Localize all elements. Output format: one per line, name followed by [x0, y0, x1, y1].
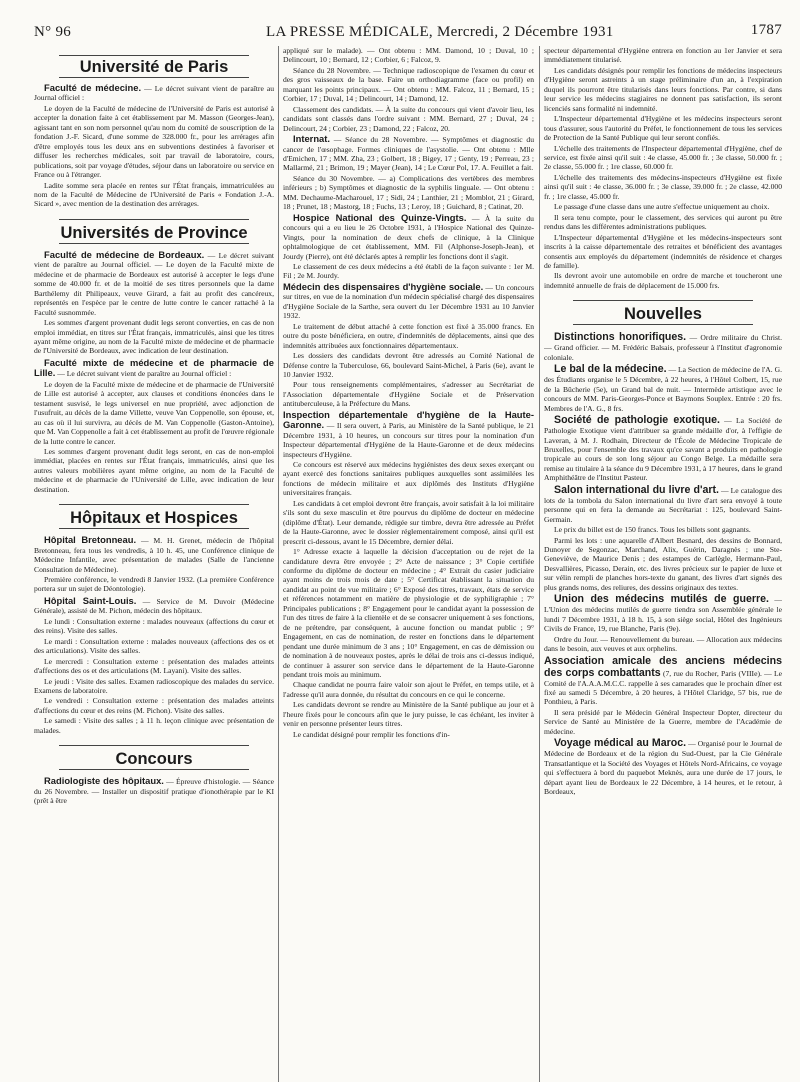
inspection-heading	[283, 410, 534, 459]
paragraph: Ordre du Jour. — Renouvellement du bureau. — Allocation aux médecins dans le besoin, aux veuves et aux orphelins.	[544, 634, 782, 654]
paragraph: Les sommes d'argent provenant dudit legs seront converties, en cas de non emploi immédiat, en titres sur l'État français, immatriculés, ainsi que les titres ayant même origine, au nom de la Faculté mixte de médecine et de pharmacie de l'Université de Bordeaux, avec indication de leur destination.	[34, 318, 274, 356]
paragraph: Les candidats à cet emploi devront être français, avoir satisfait à la loi militaire s'ils sont du sexe masculin et être pourvus du diplôme de docteur en médecine (diplôme d'État). Leur demande, rédigée sur timbre, devra être adressée au Préfet de la Haute-Garonne, avec le dossier réglementairement composé, ainsi qu'il est prescrit ci-dessous, avant le 15 Décembre, dernier délai.	[283, 498, 534, 546]
paragraph: appliqué sur le malade). — Ont obtenu : MM. Damond, 10 ; Duval, 10 ; Delincourt, 10 ; Bernard, 12 ; Corbier, 6 ; Falcoz, 9.	[283, 46, 534, 65]
column-1	[34, 46, 274, 1082]
paragraph: Le prix du billet est de 150 francs. Tous les billets sont gagnants.	[554, 525, 751, 535]
section-rule	[59, 745, 249, 746]
section-title-province: Universités de Province	[60, 223, 248, 242]
bal-notice	[544, 363, 782, 413]
paragraph: Les sommes d'argent provenant dudit legs seront, en cas de non-emploi immédiat, placées en rentes sur l'État français, immatriculés, ainsi que les autres valeurs mobilières ayant même origine, au nom de la Faculté de médecine et de pharmacie de l'Université de Lille, avec indication de leur destination.	[34, 446, 274, 494]
subsection-heading: Voyage médical au Maroc.	[554, 737, 687, 750]
paragraph: 1° Adresse exacte à laquelle la décision d'acceptation ou de rejet de la candidature devra être envoyée ; 2° Acte de naissance ; 3° Copie certifiée conforme du diplôme de docteur en médecine ; 4° Extrait du casier judiciaire ayant moins de trois mois de date ; 5° Certificat établissant la situation du candidat au point de vue militaire ; 6° Exposé des titres, travaux, états de service et références notamment en matière de physiologie et de syphiligraphie ; 7° Principales publications ; 8° Engagement pour le candidat ayant la possession de l'un des titres de faire à la clientèle et de se consacrer uniquement à ses fonctions, de ne prétendre, par conséquent, à aucune fonction ou mandat public ; 9° Engagement, en cas de nomination, de rester en fonctions dans le département pendant une durée minimum de 3 ans ; 10° Engagement, en cas de démission ou de nomination à de nouveaux postes, après le délai de trois ans ci-dessus indiqué, de continuer à assurer son service dans le département de la Haute-Garonne pendant trois mois au minimum.	[283, 547, 534, 679]
section-rule	[59, 55, 249, 56]
paragraph: Le traitement de début attaché à cette fonction est fixé à 35.000 francs. En outre du poste bénéficiera, en outre, d'indemnités de déplacements, ainsi que des indemnités attribuées aux fonctionnaires départementaux.	[283, 321, 534, 350]
paragraph: Le doyen de la Faculté mixte de médecine et de pharmacie de l'Université de Lille est autorisé à accepter, aux clauses et conditions énoncées dans le testament susvisé, le legs universel en nue propriété, avec adjonction de l'usufruit, au décès de la dame Villette, veuve Van Coppenolle, son épouse, et, au cas où il lui survivra, au décès de M. Van Coppenolle (Gaston-Antoine), que M. Van Coppenolle a fait à cet établissement au profit de l'œuvre régionale de la lutte contre le cancer.	[34, 379, 274, 446]
section-rule	[573, 324, 753, 325]
paragraph-text: — Épreuve d'histologie. — Séance du 26 Novembre. — Installer un dispositif pratique d'ionothérapie par le KI (prêt à être	[34, 777, 274, 806]
schedule-jeudi: Le jeudi : Visite des salles. Examen radioscopique des malades du service. Examens de laboratoire.	[34, 676, 274, 696]
salon-notice	[544, 484, 782, 524]
column-2	[283, 46, 534, 1082]
subsection-heading: Inspection départementale d'hygiène de la Haute-Garonne.	[283, 408, 534, 431]
paragraph: specteur départemental d'Hygiène entrera en fonction au 1er Janvier et sera immédiatement titularisé.	[544, 46, 782, 65]
section-rule	[59, 504, 249, 505]
internat-notice	[283, 134, 534, 173]
paragraph: Première conférence, le vendredi 8 Janvier 1932. (La première Conférence portera sur un sujet de Déontologie).	[34, 575, 274, 594]
paragraph: Les candidats désignés pour remplir les fonctions de médecins inspecteurs d'Hygiène seront astreints à un stage préliminaire d'un an, à l'expiration duquel ils pourront être titularisés dans leurs fonctions. Par contre, si dans leur service les médecins stagiaires ne donnent pas satisfaction, ils seront licenciés sans formalité ni indemnité.	[544, 65, 782, 113]
subsection-heading: Hospice National des Quinze-Vingts.	[293, 211, 467, 223]
paragraph: L'Inspecteur départemental d'Hygiène et les médecins inspecteurs seront tous d'assurer, sous l'autorité du Préfet, le fonctionnement de tous les services de Protection de la Santé Publique qui leur seront confiés.	[544, 114, 782, 143]
radiologist-notice	[34, 776, 274, 805]
paragraph: Le passage d'une classe dans une autre s'effectue uniquement au choix.	[554, 202, 770, 212]
paragraph: L'échelle des traitements des médecins-inspecteurs d'Hygiène est fixée ainsi qu'il suit : 4e classe, 36.000 fr. ; 3e classe, 39.000 fr. ; 2e classe, 42.000 fr. ; 1re classe, 45.000 fr.	[544, 172, 782, 201]
subsection-heading: Salon international du livre d'art.	[554, 483, 719, 496]
section-title-concours: Concours	[115, 750, 193, 769]
paragraph: Séance du 30 Novembre. — a) Complications des vertèbres des membres inférieurs ; b) Symptômes et diagnostic de la syphilis linguale. — Ont obtenu : MM. Dechaume-Macharouel, 17 ; Sidi, 24 ; Lanthier, 21 ; Momblot, 21 ; Girard, 18 ; Prunet, 18 ; Mastorg, 18 ; Fuchs, 13 ; Leroy, 18 ; Guichard, 8 ; Catinat, 20.	[283, 173, 534, 212]
paragraph-text: — Séance du 28 Novembre. — Symptômes et diagnostic du cancer de l'œsophage. Formes cliniques de l'asystolie. — Ont obtenu : Mlle d'Emichen, 17 ; MM. Zha, 23 ; Golbert, 18 ; Bigey, 17 ; Genty, 19 ; Perreau, 23 ; Mallarmé, 21 ; Brimon, 19 ; Mayer (Jean), 14 ; Le Cœur Pol, 17. A. Feuillet a fait.	[283, 135, 534, 173]
section-title-nouvelles: Nouvelles	[624, 305, 702, 324]
union-notice	[544, 593, 782, 633]
paragraph: L'échelle des traitements de l'Inspecteur départemental d'Hygiène, chef de service, est fixée ainsi qu'il suit : 4e classe, 45.000 fr. ; 3e classe, 50.000 fr. ; 2e classe, 55.000 fr. ; 1re classe, 60.000 fr.	[544, 143, 782, 172]
section-title-hopitaux: Hôpitaux et Hospices	[70, 509, 238, 528]
journal-title: LA PRESSE MÉDICALE, Mercredi, 2 Décembre 1931	[266, 24, 614, 40]
section-title-paris: Université de Paris	[79, 58, 229, 76]
subsection-heading: Médecin des dispensaires d'hygiène sociale.	[283, 280, 484, 292]
subsection-heading: Internat.	[293, 133, 330, 145]
paragraph-text: — Organisé pour le Journal de Médecine de Bordeaux et de la région du Sud-Ouest, par la Cie Générale Transatlantique et la Société des Voyages et Hôtels Nord-Africains, ce voyage qui s'effectuera à bord du paquebot Meknès, aura une durée de 17 jours, le départ ayant lieu de Bordeaux le 22 Décembre, à 14 heures, et le retour, à Bordeaux,	[544, 739, 782, 797]
paragraph-text: (7, rue du Rocher, Paris (VIIIe). — Le Comité de l'A.A.A.M.C.C. rappelle à ses camarades que le prochain dîner est fixé au samedi 5 Décembre, à 20 heures, à l'Hôtel Claridge, 57 bis, rue de Ponthieu, à Paris.	[544, 668, 782, 707]
schedule-lundi: Le lundi : Consultation externe : malades nouveaux (affections du cœur et des reins). Visite des salles.	[34, 616, 274, 636]
paragraph-text: — Le décret suivant vient de paraître au Journal officiel. — Le doyen de la Faculté mixte de médecine et de pharmacie de Bordeaux est autorisé à accepter le legs d'une somme de 40.000 fr. et de la moitié de ses titres personnels que la dame Barthélemy dit Philipeaux, veuve Girard, a fait au profit des cancéreux, représentés en l'espèce par le centre de lutte contre le cancer rattaché à la Faculté susnommée.	[34, 250, 274, 317]
paragraph-text: — Le décret suivant vient de paraître au Journal officiel :	[55, 369, 232, 379]
paragraph: Ce concours est réservé aux médecins hygiénistes des deux sexes exerçant ou ayant exercé des fonctions sanitaires publiques auxquelles sont assimilées les fonctions de médecin militaire et aux diplômés des Instituts d'Hygiène universitaires français.	[283, 460, 534, 498]
paragraph-text: — La Section de médecine de l'A. G. des Étudiants organise le 5 Décembre, à 22 heures, à l'Hôtel Colbert, 15, rue de la Bûcherie (5e), un Grand bal de nuit. — Intermède artistique avec le concours de MM. Paris-Georges-Ponce et Baymons Souplex. Entrée : 20 frs. Membres de l'A. G., 8 frs.	[544, 365, 782, 413]
bretonneau-notice	[34, 535, 274, 574]
section-rule	[59, 528, 249, 529]
paragraph: Séance du 28 Novembre. — Technique radioscopique de l'examen du cœur et des gros vaisseaux de la base. Faire un orthodiagramme (face ou profil) en marquant les points principaux. — Ont obtenu : MM. Falcoz, 11 ; Bernard, 15 ; Corbier, 17 ; Duval, 14 ; Delincourt, 14 ; Damond, 12.	[283, 65, 534, 104]
bordeaux-notice	[34, 250, 274, 317]
saint-louis-notice	[34, 596, 274, 616]
paragraph: Le doyen de la Faculté de médecine de l'Université de Paris est autorisé à accepter la donation faite à cet établissement par M. Masson (Georges-Jean), agissant tant en son nom personnel qu'au nom du comité de souscription de la fondation J.-F. Sicard, d'une somme de 328.000 fr., pour les arrérages afin d'être employés tous les deux ans en subventions destinées à favoriser et diffuser les recherches médicales, soit par travail de laboratoire, cours, publications, soit par voyage d'études, séjour dans un laboratoire ou service en France ou à l'étranger.	[34, 103, 274, 180]
subsection-heading: Distinctions honorifiques.	[554, 331, 687, 344]
paragraph: Ladite somme sera placée en rentes sur l'État français, immatriculées au nom de la Faculté de Médecine de l'Université de Paris « Fondation J.-A. Sicard », avec mention de la destination des arrérages.	[34, 180, 274, 209]
paragraph: Les candidats devront se rendre au Ministère de la Santé publique au jour et à l'heure fixés pour le concours afin que le jury puisse, le cas échéant, les inviter à venir en personne présenter leurs titres.	[283, 700, 534, 729]
paragraph: Classement des candidats. — À la suite du concours qui vient d'avoir lieu, les candidats sont classés dans l'ordre suivant : MM. Bernard, 27 ; Duval, 24 ; Delincourt, 24 ; Corbier, 23 ; Damond, 22 ; Falcoz, 20.	[283, 104, 534, 133]
schedule-mercredi: Le mercredi : Consultation externe : présentation des malades atteints d'affections des os et des articulations (M. Layani). Visite des salles.	[34, 656, 274, 676]
section-rule	[573, 300, 753, 301]
voyage-notice	[544, 737, 782, 796]
paragraph: Il sera présidé par le Médecin Général Inspecteur Dopter, directeur du Service de Santé au Ministère de la Guerre, membre de l'Académie de médecine.	[544, 707, 782, 736]
paragraph: Chaque candidat ne pourra faire valoir son ajout le Préfet, en temps utile, et à l'adresse qu'il aura donnée, du résultat du concours en ce qui le concerne.	[283, 680, 534, 699]
section-rule	[59, 77, 249, 78]
paragraph: Les dossiers des candidats devront être adressés au Comité National de Défense contre la Tuberculose, 66, boulevard Saint-Michel, à Paris (6e), avant le 10 Janvier 1932.	[283, 351, 534, 379]
distinctions-notice	[544, 331, 782, 362]
column-divider	[539, 46, 540, 1082]
paragraph: Pour tous renseignements complémentaires, s'adresser au Secrétariat de l'Association départementale d'Hygiène Sociale et de Préservation antituberculeuse, à la Préfecture du Mans.	[283, 380, 534, 409]
subsection-heading: Hôpital Saint-Louis.	[44, 594, 137, 606]
dispensaires-heading	[283, 282, 534, 321]
paragraph-text: — Service de M. Duvoir (Médecine Générale), assisté de M. Pichon, médecin des hôpitaux.	[34, 596, 274, 616]
paragraph-text: — La Société de Pathologie Exotique vient d'attribuer sa grande médaille d'or, à l'effigie de Laveran, à M. J. Rodhain, Directeur de l'École de Médecine Tropicale de Bruxelles, pour l'ensemble des travaux qu'ce savant a produits en pathologie tropicale au cours de son long séjour au Congo Belge. La médaille sera remise au titulaire à la séance du 9 Décembre 1931, à 17 heures, dans le grand Amphithéâtre de l'Institut Pasteur.	[544, 416, 782, 483]
paragraph-text: — Ordre militaire du Christ. — Grand officier. — M. Frédéric Balsais, professeur à l'Institut d'agronomie coloniale.	[544, 333, 782, 362]
column-divider	[278, 46, 279, 1082]
quinze-vingts-notice	[283, 213, 534, 261]
paragraph-text: — L'Union des médecins mutilés de guerre tiendra son Assemblée générale le lundi 7 Décembre 1931, à 18 h. 15, à son siège social, Hôtel des Ingénieurs Civils de France, 19, rue Blanche, Paris (9e).	[544, 595, 782, 634]
paragraph: Ils devront avoir une automobile en ordre de marche et toucheront une indemnité annuelle de frais de déplacement de 15.000 frs.	[544, 271, 782, 290]
section-rule	[59, 219, 249, 220]
column-3	[544, 46, 782, 1082]
schedule-mardi: Le mardi : Consultation externe : malades nouveaux (affections des os et des articulations). Visite des salles.	[34, 636, 274, 656]
paragraph: Le classement de ces deux médecins a été établi de la façon suivante : 1er M. Fil ; 2e M. Jourdy.	[283, 261, 534, 281]
subsection-heading: Société de pathologie exotique.	[554, 414, 720, 427]
subsection-heading: Union des médecins mutilés de guerre.	[554, 593, 769, 606]
societe-notice	[544, 414, 782, 483]
subsection-heading: Association amicale des anciens médecins des corps combattants	[544, 654, 782, 679]
subsection-heading: Radiologiste des hôpitaux.	[44, 775, 164, 787]
paragraph-text: — Le décret suivant vient de paraître au Journal officiel :	[34, 84, 274, 103]
issue-number: N° 96	[34, 24, 72, 40]
subsection-heading: Hôpital Bretonneau.	[44, 534, 137, 546]
paragraph: Il sera tenu compte, pour le classement, des services qui auront pu être rendus dans les différentes administrations publiques.	[544, 212, 782, 232]
three-column-body	[34, 46, 782, 1082]
paragraph-text: — Le catalogue des lots de la tombola du Salon international du livre d'art sera envoyé à toute personne qui en fera la demande au Secrétariat : 125, boulevard Saint-Germain.	[544, 485, 782, 524]
paragraph: L'Inspecteur départemental d'Hygiène et les médecins-inspecteurs sont inscrits à la caisse départementale des retraites et bénéficient des avantages consentis aux employés du département (indemnités de résidence et charges de famille).	[544, 232, 782, 270]
paragraph: Le candidat désigné pour remplir les fonctions d'in-	[293, 729, 450, 739]
paris-faculty-notice	[34, 83, 274, 103]
paragraph-text: — M. H. Grenet, médecin de l'hôpital Bretonneau, fera tous les vendredis, à 10 h. 45, une Conférence clinique de Médecine Infantile, avec présentation de malades (Salle de l'ancienne Consultation de Médecine).	[34, 536, 274, 574]
schedule-vendredi: Le vendredi : Consultation externe : présentation des malades atteints d'affections du cœur et des reins (M. Pichon). Visite des salles.	[34, 696, 274, 715]
lille-notice	[34, 358, 274, 379]
paragraph: Parmi les lots : une aquarelle d'Albert Besnard, des dessins de Bonnard, Dunoyer de Segonzac, Marchand, Alix, Guérin, Daragnès ; une Ste-Geneviève, de Maurice Denis ; des estampes de Carlègle, Hermann-Paul, Desvallières, Picasso, Derain, etc. des livres précieux sur le papier de luxe et sur vélin rempli de planches hors-texte du ganant, des livres d'art signés des plus grands noms, des reliures, des dessins originaux des textes.	[544, 535, 782, 592]
page-number: 1787	[750, 22, 782, 38]
paragraph-text: — Il sera ouvert, à Paris, au Ministère de la Santé publique, le 21 Décembre 1931, à 10 heures, un concours sur titres pour la nomination d'un Inspecteur départemental d'Hygiène de la Haute-Garonne et de deux médecins inspecteurs d'Hygiène.	[283, 421, 534, 459]
subsection-heading: Faculté mixte de médecine et de pharmacie de Lille.	[34, 356, 274, 379]
running-header	[34, 14, 782, 44]
section-rule	[59, 243, 249, 244]
subsection-heading: Faculté de médecine.	[44, 82, 142, 93]
paragraph-text: — À la suite du concours qui a eu lieu le 26 Octobre 1931, à l'Hospice National des Quinze-Vingts, pour la nomination de deux chefs de clinique, à la Clinique ophtalmologique de cet établissement, MM. Fil (Alphonse-Joseph-Jean), et Jourdy (Pierre), ont été déclarés aptes à remplir les fonctions dont il s'agit.	[283, 213, 534, 261]
subsection-heading: Le bal de la médecine.	[554, 363, 667, 376]
section-rule	[59, 769, 249, 770]
paragraph-text: — Un concours sur titres, en vue de la nomination d'un médecin spécialisé chargé des dispensaires d'Hygiène Sociale de la Sarthe, sera ouvert du 1er Décembre 1931 au 10 Janvier 1932.	[283, 282, 534, 321]
association-notice	[544, 655, 782, 707]
schedule-samedi: Le samedi : Visite des salles ; à 11 h. leçon clinique avec présentation de malades.	[34, 716, 274, 735]
subsection-heading: Faculté de médecine de Bordeaux.	[44, 248, 205, 260]
